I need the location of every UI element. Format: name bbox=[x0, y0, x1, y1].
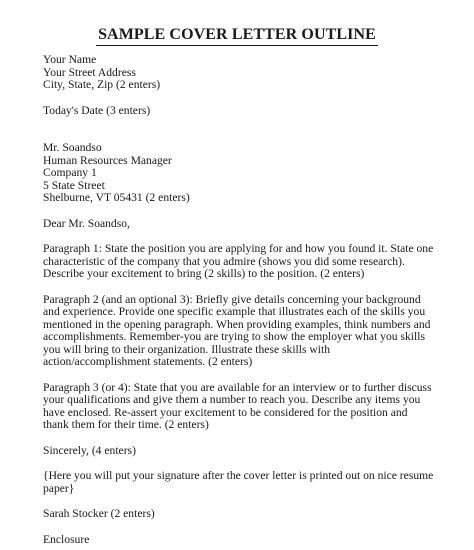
signer-name: Sarah Stocker (2 enters) bbox=[43, 507, 155, 520]
paragraph-3-line: Paragraph 3 (or 4): State that you are available for an interview or to further discuss bbox=[43, 380, 432, 394]
signature-note-line: {Here you will put your signature after the cover letter is printed out on nice resume bbox=[43, 469, 434, 482]
date-line: Today's Date (3 enters) bbox=[43, 103, 151, 117]
recipient-street: 5 State Street bbox=[43, 178, 105, 192]
letter-body bbox=[43, 54, 453, 546]
enclosure-line: Enclosure bbox=[43, 532, 90, 546]
paragraph-3-line: thank them for their time. (2 enters) bbox=[43, 418, 209, 431]
paragraph-2 bbox=[43, 294, 453, 369]
paragraph-2-line: you will bring to their organization. Illustrate these skills with bbox=[43, 342, 331, 356]
paragraph-3-line: have enclosed. Re-assert your excitement to be considered for the position and bbox=[43, 405, 408, 419]
paragraph-2-line: mentioned in the opening paragraph. When providing examples, think numbers and bbox=[43, 317, 431, 331]
paragraph-1-line: characteristic of the company that you admire (shows you did some research). bbox=[43, 254, 405, 268]
paragraph-2-line: action/accomplishment statements. (2 enters) bbox=[43, 355, 253, 368]
salutation: Dear Mr. Soandso, bbox=[43, 216, 130, 230]
recipient-city-line: Shelburne, VT 05431 (2 enters) bbox=[43, 191, 190, 204]
signature-note bbox=[43, 470, 453, 495]
paragraph-2-line: accomplishments. Remember-you are trying to show the employer what you skills bbox=[43, 330, 425, 343]
recipient-name: Mr. Soandso bbox=[43, 141, 102, 154]
sender-city-line: City, State, Zip (2 enters) bbox=[43, 78, 161, 91]
paragraph-1 bbox=[43, 243, 453, 281]
paragraph-3-line: your qualifications and give them a number to reach you. Describe any items you bbox=[43, 393, 421, 406]
title-wrapper bbox=[0, 26, 474, 46]
closing-line: Sincerely, (4 enters) bbox=[43, 443, 136, 457]
paragraph-3 bbox=[43, 382, 453, 432]
sender-name: Your Name bbox=[43, 53, 97, 66]
recipient-title: Human Resources Manager bbox=[43, 153, 172, 167]
recipient-company: Company 1 bbox=[43, 166, 97, 179]
recipient-block bbox=[43, 142, 453, 205]
paragraph-1-line: Paragraph 1: State the position you are applying for and how you found it. State one bbox=[43, 242, 434, 255]
sender-street: Your Street Address bbox=[43, 65, 136, 79]
paragraph-2-line: and experience. Provide one specific example that illustrates each of the skills you bbox=[43, 305, 426, 318]
signature-note-line: paper} bbox=[43, 481, 75, 495]
paragraph-1-line: Describe your excitement to bring (2 skills) to the position. (2 enters) bbox=[43, 267, 365, 280]
document-title: SAMPLE COVER LETTER OUTLINE bbox=[96, 26, 378, 46]
sender-block bbox=[43, 54, 453, 92]
paragraph-2-line: Paragraph 2 (and an optional 3): Briefly give details concerning your background bbox=[43, 292, 421, 306]
